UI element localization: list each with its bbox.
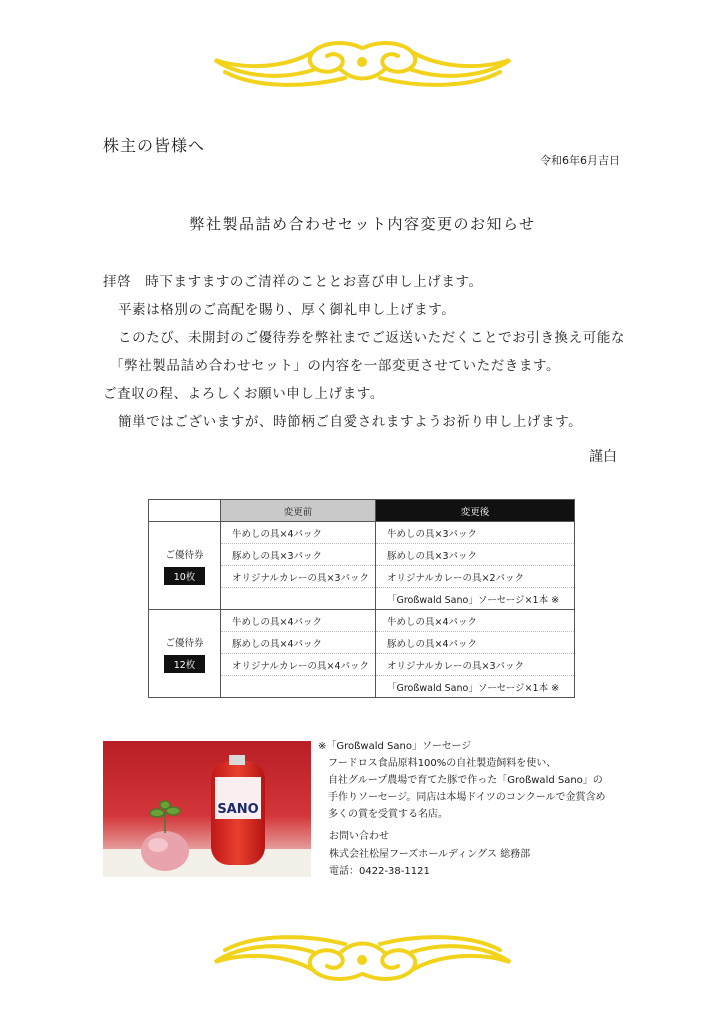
after-cell: 豚めしの具×3パック [376,544,575,566]
body-paragraph-line: 「弊社製品詰め合わせセット」の内容を一部変更させていただきます。 [110,358,561,374]
contact-info [329,828,530,881]
group-label-10 [149,522,221,610]
after-cell: 「Großwald Sano」ソーセージ×1本 ※ [376,676,575,698]
note-line: 多くの賞を受賞する名店。 [328,809,448,820]
contact-phone: 電話：0422-38-1121 [329,866,430,877]
group-label-12 [149,610,221,698]
after-cell: 豚めしの具×4パック [376,632,575,654]
voucher-count-badge: 12枚 [164,655,206,673]
after-cell: 牛めしの具×3パック [376,522,575,544]
note-line: 手作りソーセージ。同店は本場ドイツのコンクールで金賞含め [328,792,606,803]
before-cell: 豚めしの具×3パック [221,544,376,566]
package-label-text: SANO [217,802,259,817]
sausage-note [318,738,606,823]
voucher-label: ご優待券 [165,549,204,561]
table-row [149,610,575,632]
before-cell: 牛めしの具×4パック [221,522,376,544]
table-header-blank [149,500,221,522]
header-after: 変更後 [376,500,575,522]
body-paragraph-line: 平素は格別のご高配を賜り、厚く御礼申し上げます。 [118,302,456,318]
document-title: 弊社製品詰め合わせセット内容変更のお知らせ [189,215,536,233]
sausage-product-photo [103,741,311,877]
note-line: フードロス食品原料100%の自社製造飼料を使い、 [328,758,557,769]
before-cell: オリジナルカレーの具×4パック [221,654,376,676]
before-cell: 豚めしの具×4パック [221,632,376,654]
contact-heading: お問い合わせ [329,831,389,842]
letter-date: 令和6年6月吉日 [540,154,620,167]
after-cell: オリジナルカレーの具×3パック [376,654,575,676]
body-paragraph-line: このたび、未開封のご優待券を弊社までご返送いただくことでお引き換え可能な [118,330,626,346]
change-comparison-table [148,499,575,698]
body-paragraph-line: 拝啓 時下ますますのご清祥のこととお喜び申し上げます。 [103,274,483,290]
note-line: 自社グループ農場で育てた豚で作った「Großwald Sano」の [328,775,603,786]
body-paragraph-line: ご査収の程、よろしくお願い申し上げます。 [103,386,384,402]
gold-scroll-ornament-top [205,38,520,94]
after-cell: 「Großwald Sano」ソーセージ×1本 ※ [376,588,575,610]
voucher-label: ご優待券 [165,637,204,649]
closing-salutation: 謹白 [589,449,617,465]
before-cell: 牛めしの具×4パック [221,610,376,632]
before-cell [221,676,376,698]
note-heading: ※「Großwald Sano」ソーセージ [318,741,472,752]
body-paragraph-line: 簡単ではございますが、時節柄ご自愛されますようお祈り申し上げます。 [118,414,583,430]
addressee: 株主の皆様へ [103,136,206,155]
table-row [149,522,575,544]
voucher-count-badge: 10枚 [164,567,206,585]
before-cell: オリジナルカレーの具×3パック [221,566,376,588]
contact-company: 株式会社松屋フーズホールディングス 総務部 [329,848,531,860]
header-before: 変更前 [221,500,376,522]
after-cell: 牛めしの具×4パック [376,610,575,632]
after-cell: オリジナルカレーの具×2パック [376,566,575,588]
before-cell [221,588,376,610]
table-header-row [149,500,575,522]
gold-scroll-ornament-bottom [205,928,520,984]
